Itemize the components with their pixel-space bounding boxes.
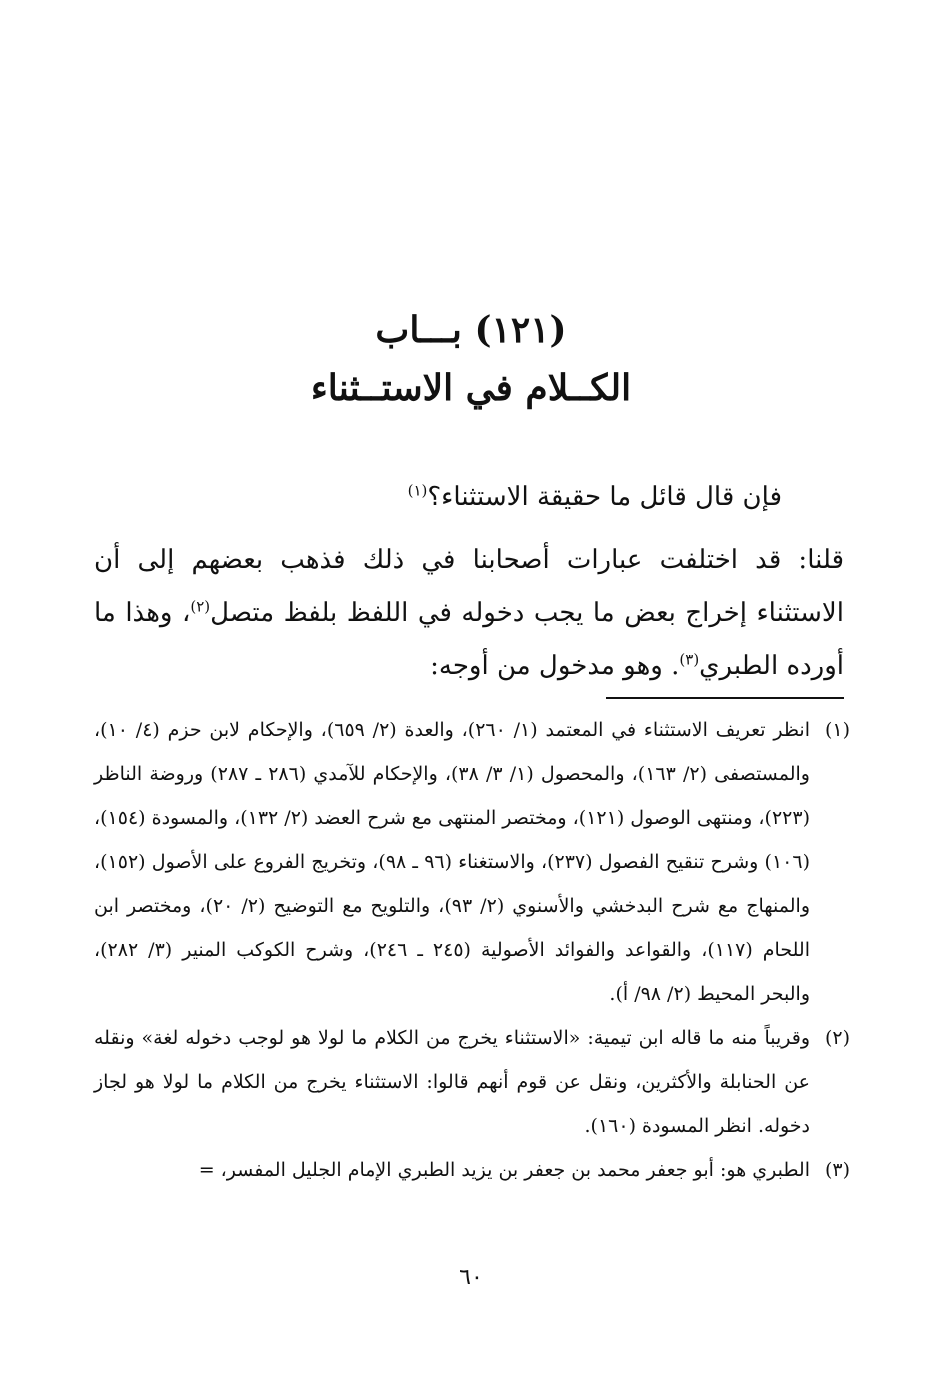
footnote-text: الطبري هو: أبو جعفر محمد بن جعفر بن يزيد الطبري الإمام الجليل المفسر، = [198,1159,810,1181]
answer-paragraph [94,534,844,693]
footnote-number: (٣) [824,1159,850,1181]
question-text: فإن قال قائل ما حقيقة الاستثناء؟ [427,482,782,512]
footnote-number: (١) [824,719,850,741]
answer-text-3: . وهو مدخول من أوجه: [430,651,680,681]
footnote-divider [606,697,844,699]
chapter-title: الكــلام في الاستــثناء [310,367,632,409]
question-paragraph [182,474,782,520]
chapter-number: (١٢١) بـــاب [375,309,567,351]
footnote-text: انظر تعريف الاستثناء في المعتمد (١/ ٢٦٠)، والعدة (٢/ ٦٥٩)، والإحكام لابن حزم (٤/ ١٠)، والمستصفى (٢/ ١٦٣)، والمحصول (١/ ٣/ ٣٨)، والإحكام للآمدي (٢٨٦ ـ ٢٨٧) وروضة الناظر (٢٢٣)، ومنتهى الوصول (١٢١)، ومختصر المنتهى مع شرح العضد (٢/ ١٣٢)، والمسودة (١٥٤)، (١٠٦) وشرح تنقيح الفصول (٢٣٧)، والاستغناء (٩٦ ـ ٩٨)، وتخريج الفروع على الأصول (١٥٢)، والمنهاج مع شرح البدخشي والأسنوي (٢/ ٩٣)، والتلويح مع التوضيح (٢/ ٢٠)، ومختصر ابن اللحام (١١٧)، والقواعد والفوائد الأصولية (٢٤٥ ـ ٢٤٦)، وشرح الكوكب المنير (٣/ ٢٨٢)، والبحر المحيط (٢/ ٩٨/ أ). [94,719,811,1005]
answer-text-1: قلنا: قد اختلفت عبارات أصحابنا في ذلك فذهب بعضهم إلى أن الاستثناء إخراج بعض ما يجب دخوله في اللفظ بلفظ متصل [94,545,844,628]
footnotes-section [94,708,850,1192]
footnote-ref-2: (٢) [190,597,211,616]
footnote-ref-3: (٣) [679,650,700,669]
page-number: ٦٠ [459,1265,483,1290]
footnote-number: (٢) [824,1027,850,1049]
answer-text-2: ، وهذا ما أورده الطبري [94,598,844,681]
footnote-ref-1: (١) [407,481,428,500]
footnote-text: وقريباً منه ما قاله ابن تيمية: «الاستثناء يخرج من الكلام ما لولا هو لوجب دخوله لغة» ونقله عن الحنابلة والأكثرين، ونقل عن قوم أنهم قالوا: الاستثناء يخرج من الكلام ما لولا هو لجاز دخوله. انظر المسودة (١٦٠). [94,1027,810,1137]
footnote-2 [94,1016,850,1148]
footnote-1 [94,708,850,1016]
footnote-3 [94,1148,850,1192]
